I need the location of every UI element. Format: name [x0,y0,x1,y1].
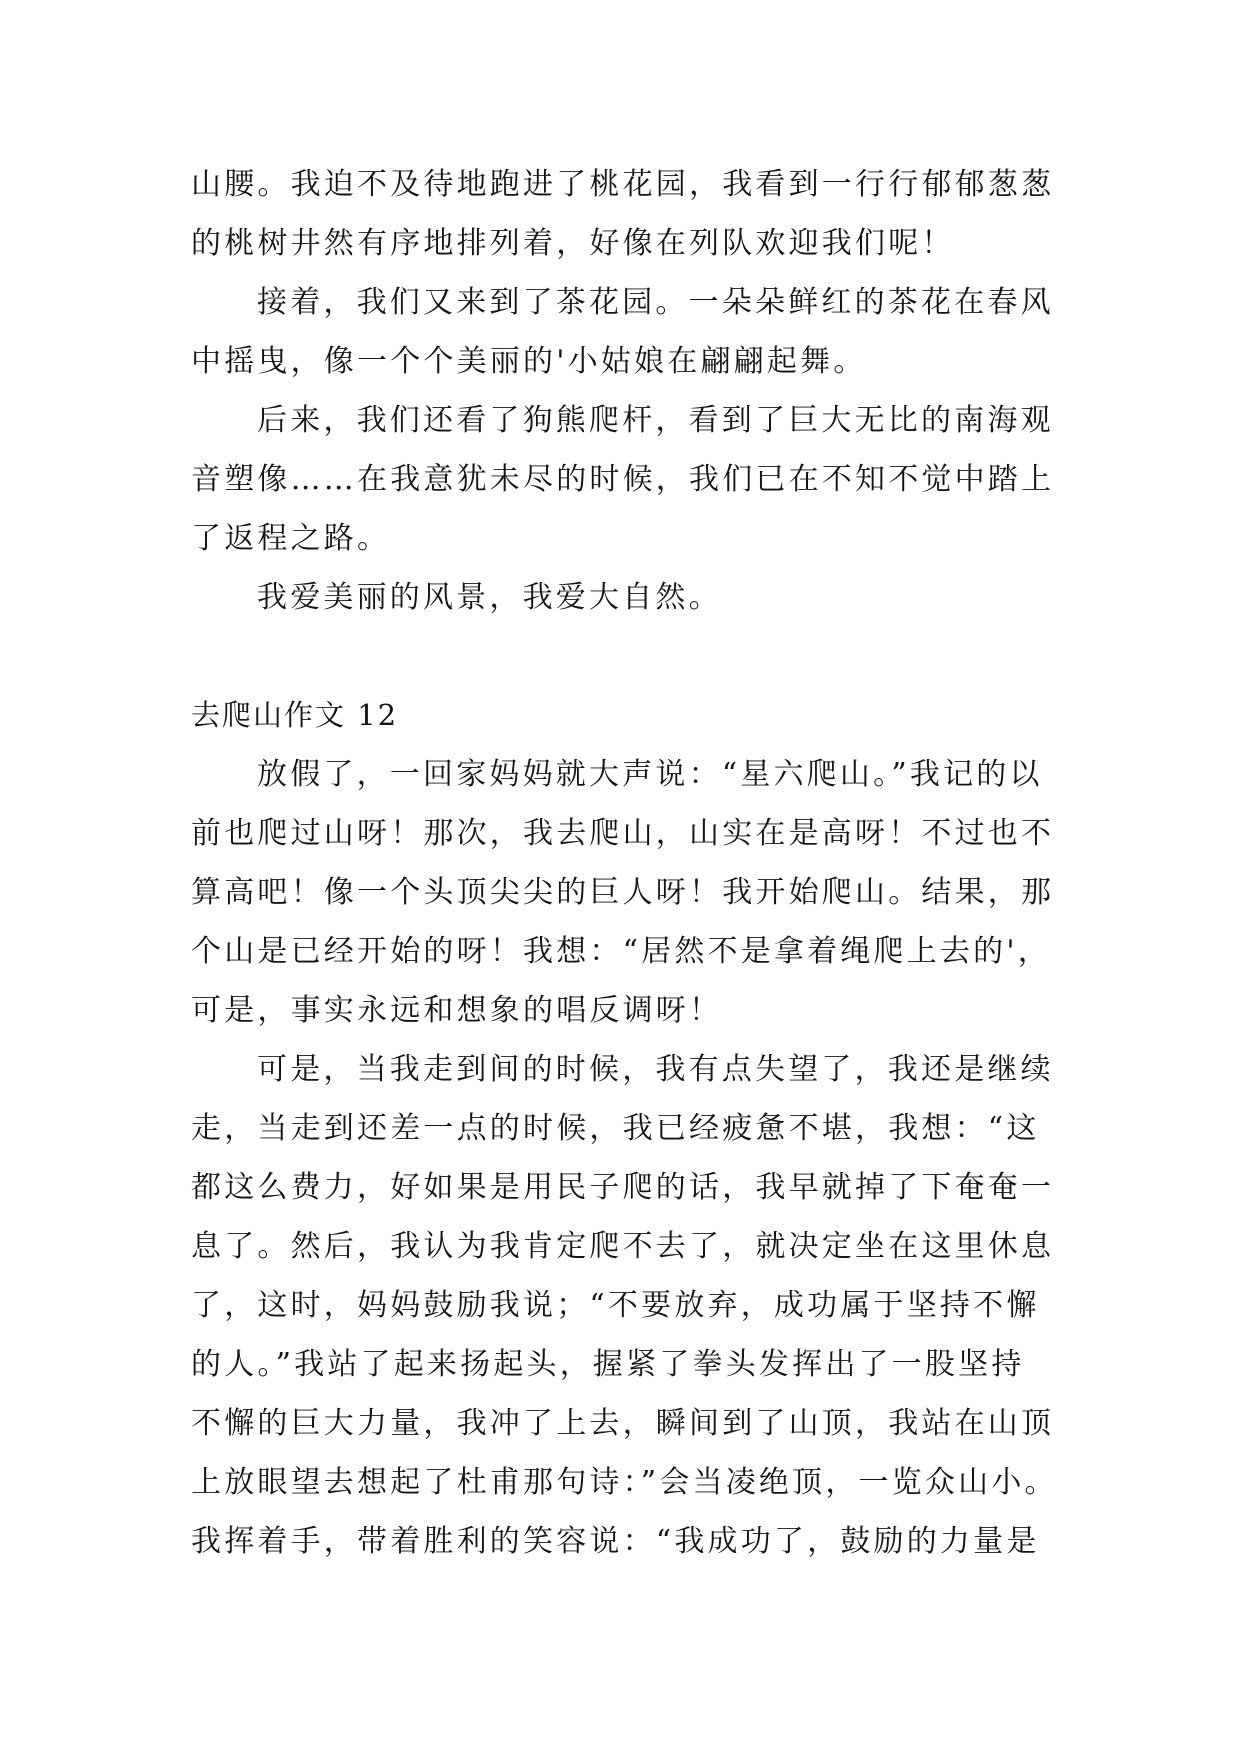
paragraph [191,568,1057,627]
section-heading: 去爬山作文 12 [191,698,399,732]
text-line: 后来，我们还看了狗熊爬杆，看到了巨大无比的南海观 [257,403,1054,438]
blank-line [191,627,1057,686]
text-line: 山腰。我迫不及待地跑进了桃花园，我看到一行行郁郁葱葱 [191,167,1055,202]
text-line: 息了。然后，我认为我肯定爬不去了，就决定坐在这里休息 [191,1229,1055,1264]
text-line: 走，当走到还差一点的时候，我已经疲惫不堪，我想：“这 [191,1111,1040,1146]
text-line: 我爱美丽的风景，我爱大自然。 [257,580,722,615]
text-line: 算高吧！像一个头顶尖尖的巨人呀！我开始爬山。结果，那 [191,875,1055,910]
text-line: 上放眼望去想起了杜甫那句诗：”会当凌绝顶，一览众山小。 [191,1465,1058,1500]
text-line: 的人。”我站了起来扬起头，握紧了拳头发挥出了一股坚持 [191,1347,1025,1382]
text-line: 了，这时，妈妈鼓励我说；“不要放弃，成功属于坚持不懈 [191,1288,1040,1323]
text-line: 可是，当我走到间的时候，我有点失望了，我还是继续 [257,1052,1054,1087]
text-line: 了返程之路。 [191,521,391,556]
text-line: 个山是已经开始的呀！我想：“居然不是拿着绳爬上去的'， [191,934,1051,969]
text-line: 的桃树井然有序地排列着，好像在列队欢迎我们呢！ [191,226,955,261]
paragraph [191,155,1057,273]
text-line: 不懈的巨大力量，我冲了上去，瞬间到了山顶，我站在山顶 [191,1406,1055,1441]
text-line: 可是，事实永远和想象的唱反调呀！ [191,993,723,1028]
text-line: 放假了，一回家妈妈就大声说：“星六爬山。”我记的以 [257,757,1043,792]
paragraph [191,1040,1057,1571]
paragraph [191,273,1057,391]
text-line: 前也爬过山呀！那次，我去爬山，山实在是高呀！不过也不 [191,816,1055,851]
paragraph [191,745,1057,1040]
text-line: 我挥着手，带着胜利的笑容说：“我成功了，鼓励的力量是 [191,1524,1040,1559]
text-line: 音塑像……在我意犹未尽的时候，我们已在不知不觉中踏上 [191,462,1055,497]
document-body [191,155,1057,1571]
text-line: 都这么费力，好如果是用民子爬的话，我早就掉了下奄奄一 [191,1170,1055,1205]
text-line: 接着，我们又来到了茶花园。一朵朵鲜红的茶花在春风 [257,285,1054,320]
paragraph [191,391,1057,568]
text-line: 中摇曳，像一个个美丽的'小姑娘在翩翩起舞。 [191,344,867,379]
